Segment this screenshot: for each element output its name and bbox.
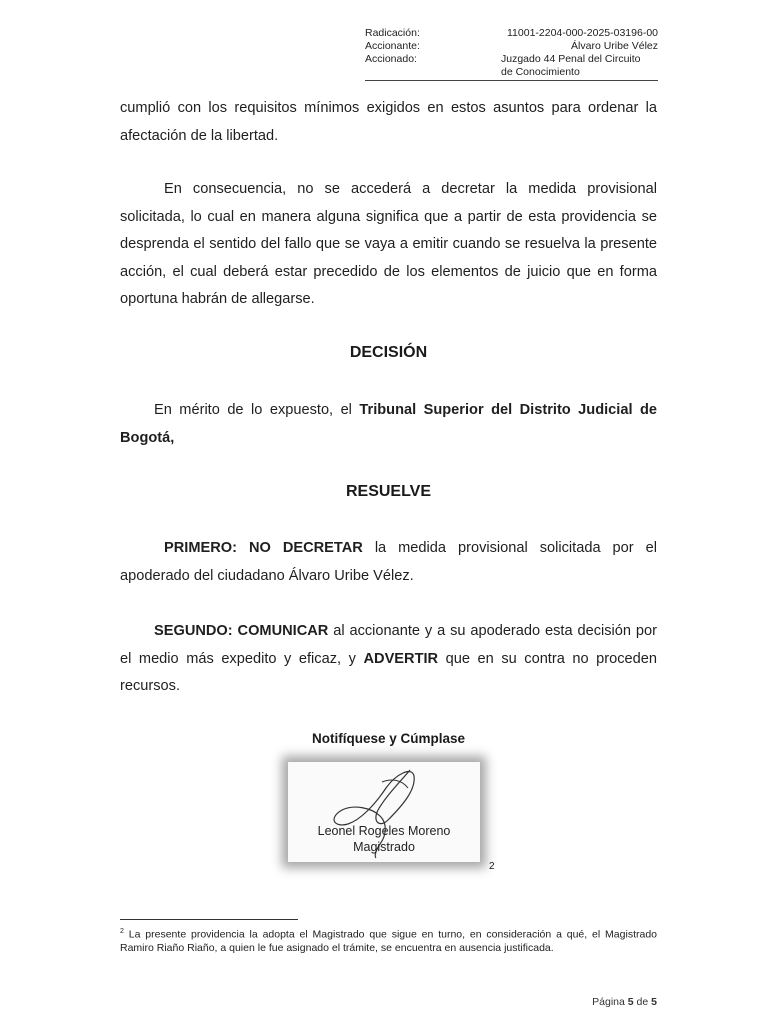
accionado-value: Juzgado 44 Penal del Circuito xyxy=(501,53,641,65)
page-label: Página xyxy=(592,996,625,1008)
radicacion-label: Radicación: xyxy=(365,27,420,39)
segundo-action: COMUNICAR xyxy=(237,623,329,639)
footnote xyxy=(120,925,657,955)
radicacion-value: 11001-2204-000-2025-03196-00 xyxy=(506,27,658,39)
accionante-value: Álvaro Uribe Vélez xyxy=(571,40,658,52)
segundo-paragraph xyxy=(120,618,657,701)
primero-action: NO DECRETAR xyxy=(248,540,363,556)
decision-title: DECISIÓN xyxy=(349,344,428,361)
primero-text: la medida provisional solicitada por el apoderado del ciudadano Álvaro Uribe Vélez. xyxy=(120,540,657,584)
paragraph-3-text: En mérito de lo expuesto, el xyxy=(154,402,352,418)
footnote-number: 2 xyxy=(120,928,124,935)
radicacion-row xyxy=(365,27,658,40)
accionante-label: Accionante: xyxy=(365,40,420,52)
primero-paragraph xyxy=(120,535,657,590)
paragraph-2 xyxy=(120,176,657,314)
accionado-label: Accionado: xyxy=(365,53,417,65)
accionante-row xyxy=(365,40,658,53)
accionado-value-cont: de Conocimiento xyxy=(501,66,580,78)
page-current: 5 xyxy=(627,996,634,1008)
court-name: Tribunal Superior del Distrito Judicial de Bogotá, xyxy=(120,402,658,446)
footnote-divider xyxy=(120,919,298,920)
primero-label: PRIMERO: xyxy=(164,540,237,556)
page-total: 5 xyxy=(651,996,657,1008)
footnote-text: La presente providencia la adopta el Magistrado que sigue en turno, en consideración a qué, el Magistrado Ramiro Riaño Riaño, a quien le fue asignado el trámite, se encuentra en ausencia justificada. xyxy=(120,928,658,954)
accionado-row xyxy=(365,53,658,66)
signer-role: Magistrado xyxy=(353,840,415,854)
paragraph-1: cumplió con los requisitos mínimos exigidos en estos asuntos para ordenar la afectación de la libertad. xyxy=(120,100,657,144)
resuelve-title: RESUELVE xyxy=(345,483,432,500)
signer-name: Leonel Rogeles Moreno xyxy=(317,824,451,838)
footnote-reference: 2 xyxy=(489,861,495,872)
segundo-label: SEGUNDO: xyxy=(154,623,233,639)
paragraph-2-text: En consecuencia, no se accederá a decretar la medida provisional solicitada, lo cual en manera alguna significa que a partir de esta providencia se desprenda el sentido del fallo que se vaya a emitir cuando se resuelva la presente acción, el cual deberá estar precedido de los elementos de juicio que en forma oportuna habrán de allegarse. xyxy=(120,181,657,307)
notifiquese-heading: Notifíquese y Cúmplase xyxy=(311,731,466,746)
page-of: de xyxy=(636,996,649,1008)
segundo-action-2: ADVERTIR xyxy=(363,650,439,667)
signature-block xyxy=(288,762,480,862)
page-number xyxy=(592,996,657,1008)
segundo-text-b: que en su contra no proceden recursos. xyxy=(120,650,658,694)
paragraph-3 xyxy=(120,397,657,452)
case-header xyxy=(365,27,658,81)
segundo-text-a: al accionante y a su apoderado esta decisión por el medio más expedito y eficaz, y xyxy=(120,623,657,667)
